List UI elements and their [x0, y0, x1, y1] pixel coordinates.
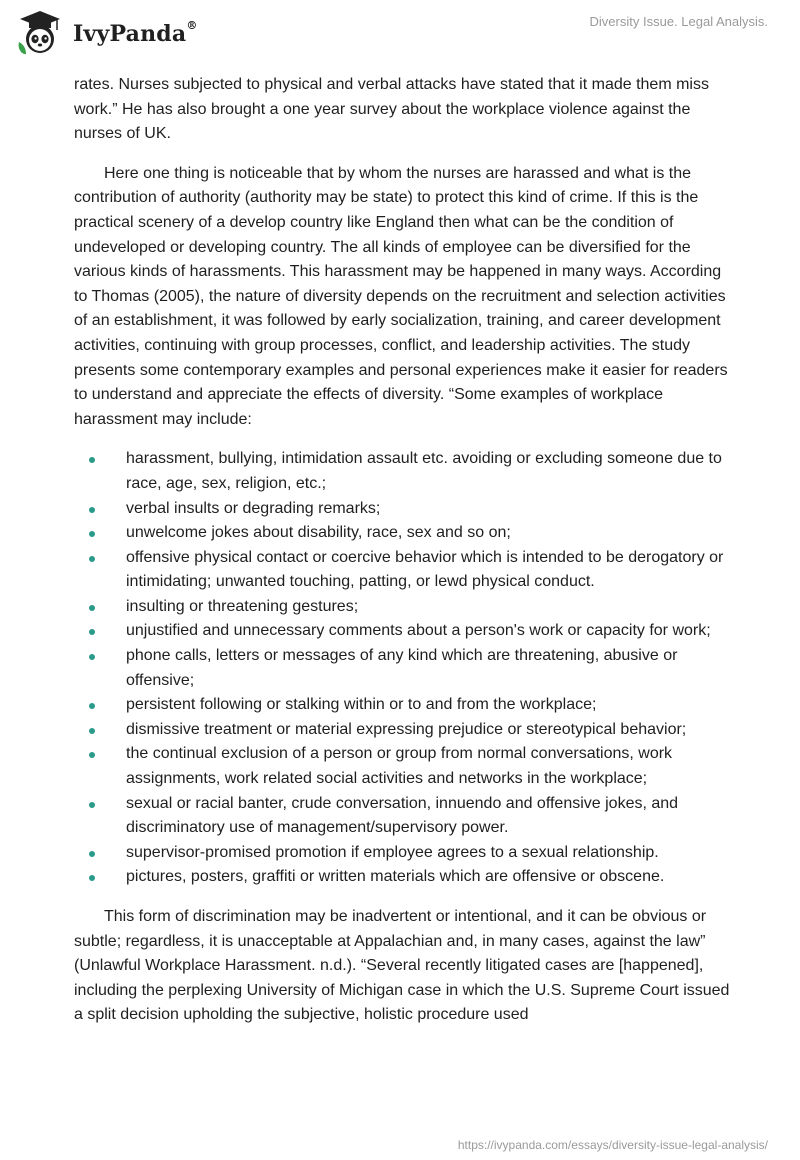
page-header [0, 0, 800, 70]
bullet-dot-icon [89, 605, 95, 611]
essay-body [74, 73, 734, 1043]
list-item: supervisor-promised promotion if employee agrees to a sexual relationship. [126, 841, 734, 866]
bullet-dot-icon [89, 802, 95, 808]
bullet-dot-icon [89, 531, 95, 537]
bullet-dot-icon [89, 728, 95, 734]
brand-name: IvyPanda® [73, 19, 198, 47]
list-item: unjustified and unnecessary comments about a person's work or capacity for work; [126, 619, 734, 644]
bullet-dot-icon [89, 752, 95, 758]
bullet-dot-icon [89, 457, 95, 463]
bullet-dot-icon [89, 556, 95, 562]
ivypanda-logo[interactable] [15, 8, 198, 58]
paragraph-final: This form of discrimination may be inadvertent or intentional, and it can be obvious or subtle; regardless, it is unacceptable at Appalachian and, in many cases, against the law” (Unlawful Workplace Harassment. n.d.). “Several recently litigated cases are [happened], including the perplexing University of Michigan case in which the U.S. Supreme Court issued a split decision upholding the subjective, holistic procedure used [74, 908, 730, 1024]
list-item: pictures, posters, graffiti or written materials which are offensive or obscene. [126, 865, 734, 890]
list-item: harassment, bullying, intimidation assault etc. avoiding or excluding someone due to race, age, sex, religion, etc.; [126, 447, 734, 496]
list-item: dismissive treatment or material expressing prejudice or stereotypical behavior; [126, 718, 734, 743]
harassment-examples-list [74, 447, 734, 890]
bullet-dot-icon [89, 703, 95, 709]
bullet-dot-icon [89, 875, 95, 881]
source-url[interactable]: https://ivypanda.com/essays/diversity-issue-legal-analysis/ [457, 1138, 768, 1152]
bullet-dot-icon [89, 654, 95, 660]
bullet-dot-icon [89, 851, 95, 857]
list-item: offensive physical contact or coercive behavior which is intended to be derogatory or intimidating; unwanted touching, patting, or lewd physical conduct. [126, 546, 734, 595]
list-item: sexual or racial banter, crude conversation, innuendo and offensive jokes, and discriminatory use of management/supervisory power. [126, 792, 734, 841]
bullet-dot-icon [89, 507, 95, 513]
list-item: insulting or threatening gestures; [126, 595, 734, 620]
list-item: persistent following or stalking within or to and from the workplace; [126, 693, 734, 718]
document-title: Diversity Issue. Legal Analysis. [589, 14, 768, 29]
bullet-dot-icon [89, 629, 95, 635]
list-item: phone calls, letters or messages of any kind which are threatening, abusive or offensive; [126, 644, 734, 693]
paragraph-continued: rates. Nurses subjected to physical and verbal attacks have stated that it made them miss work.” He has also brought a one year survey about the workplace violence against the nurses of UK. [74, 76, 709, 143]
list-item: unwelcome jokes about disability, race, sex and so on; [126, 521, 734, 546]
paragraph-main: Here one thing is noticeable that by whom the nurses are harassed and what is the contribution of authority (authority may be state) to protect this kind of crime. If this is the practical scenery of a develop country like England then what can be the condition of undeveloped or developing country. The all kinds of employee can be diversified for the various kinds of harassments. This harassment may be happened in many ways. According to Thomas (2005), the nature of diversity depends on the recruitment and selection activities of an establishment, it was followed by early socialization, training, and career development activities, continuing with group processes, conflict, and leadership activities. The study presents some contemporary examples and personal experiences make it easier for readers to understand and appreciate the effects of diversity. “Some examples of workplace harassment may include: [74, 164, 728, 428]
panda-graduate-icon [15, 8, 65, 58]
list-item: verbal insults or degrading remarks; [126, 497, 734, 522]
list-item: the continual exclusion of a person or group from normal conversations, work assignments, work related social activities and networks in the workplace; [126, 742, 734, 791]
